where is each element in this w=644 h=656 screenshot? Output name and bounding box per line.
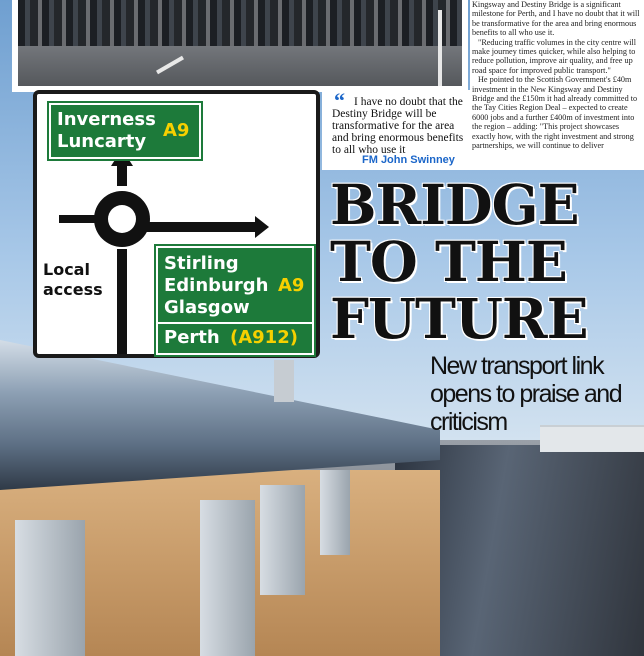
- article-text-column: [470, 0, 644, 170]
- destination-panel-east: [156, 246, 314, 355]
- panel-divider: [158, 322, 312, 324]
- road-sign: [33, 90, 320, 358]
- road-number-a9: A9: [163, 120, 190, 141]
- road-number-a912: (A912): [230, 327, 298, 348]
- access-label-line: access: [43, 280, 103, 299]
- crowd: [18, 0, 462, 46]
- road-marking: [438, 10, 442, 86]
- article-paragraph: He pointed to the Scottish Government's £40m investment in the New Kingsway and Destiny Bridge and the £150m it had already committed to the Tay Cities Region Deal – expected to create 6000 jobs and a further £400m of investment into the region – adding: "This project showcases exactly how, with the right investment and strong partnerships, we will continue to deliver: [472, 75, 638, 151]
- standfirst: New transport link opens to praise and criticism: [430, 352, 622, 436]
- pull-quote-attribution: FM John Swinney: [362, 154, 455, 166]
- barrier-post: [15, 520, 85, 656]
- quote-mark-icon: “: [334, 88, 345, 113]
- barrier-post: [200, 500, 255, 656]
- article-paragraph: Kingsway and Destiny Bridge is a significant milestone for Perth, and I have no doubt that it will be transformative for the area and bring enormous benefits to all who use it.: [472, 0, 640, 38]
- destination-edinburgh: Edinburgh: [164, 275, 269, 296]
- road-marking: [156, 56, 184, 74]
- destination-panel-north: [49, 103, 201, 159]
- headline-line-2: TO THE: [330, 229, 567, 294]
- destination-perth: Perth: [164, 327, 220, 348]
- road-number-a9: A9: [278, 275, 305, 296]
- barrier-post: [320, 470, 350, 555]
- local-label-line: Local: [43, 260, 90, 279]
- pull-quote: [322, 90, 470, 170]
- destination-stirling: Stirling: [164, 253, 239, 274]
- article-paragraph: "Reducing traffic volumes in the city centre will make journey times quicker, while also helping to reduce pollution, improve air quality, and free up road space for improved public transport.": [472, 37, 637, 75]
- destination-glasgow: Glasgow: [164, 297, 250, 318]
- local-access-label: [43, 260, 103, 300]
- barrier-post: [260, 485, 305, 595]
- sign-pole: [274, 360, 294, 402]
- crowd-photo-image: [18, 0, 462, 86]
- headline-line-3: FUTURE: [330, 286, 588, 351]
- destination-luncarty: Luncarty: [57, 131, 147, 152]
- headline: [330, 172, 630, 351]
- crowd-photo: [12, 0, 468, 92]
- destination-inverness: Inverness: [57, 109, 156, 130]
- headline-line-1: BRIDGE: [330, 172, 579, 237]
- pull-quote-text: I have no doubt that the Destiny Bridge will be transformative for the area and bring enormous benefits to all who use it: [332, 96, 464, 156]
